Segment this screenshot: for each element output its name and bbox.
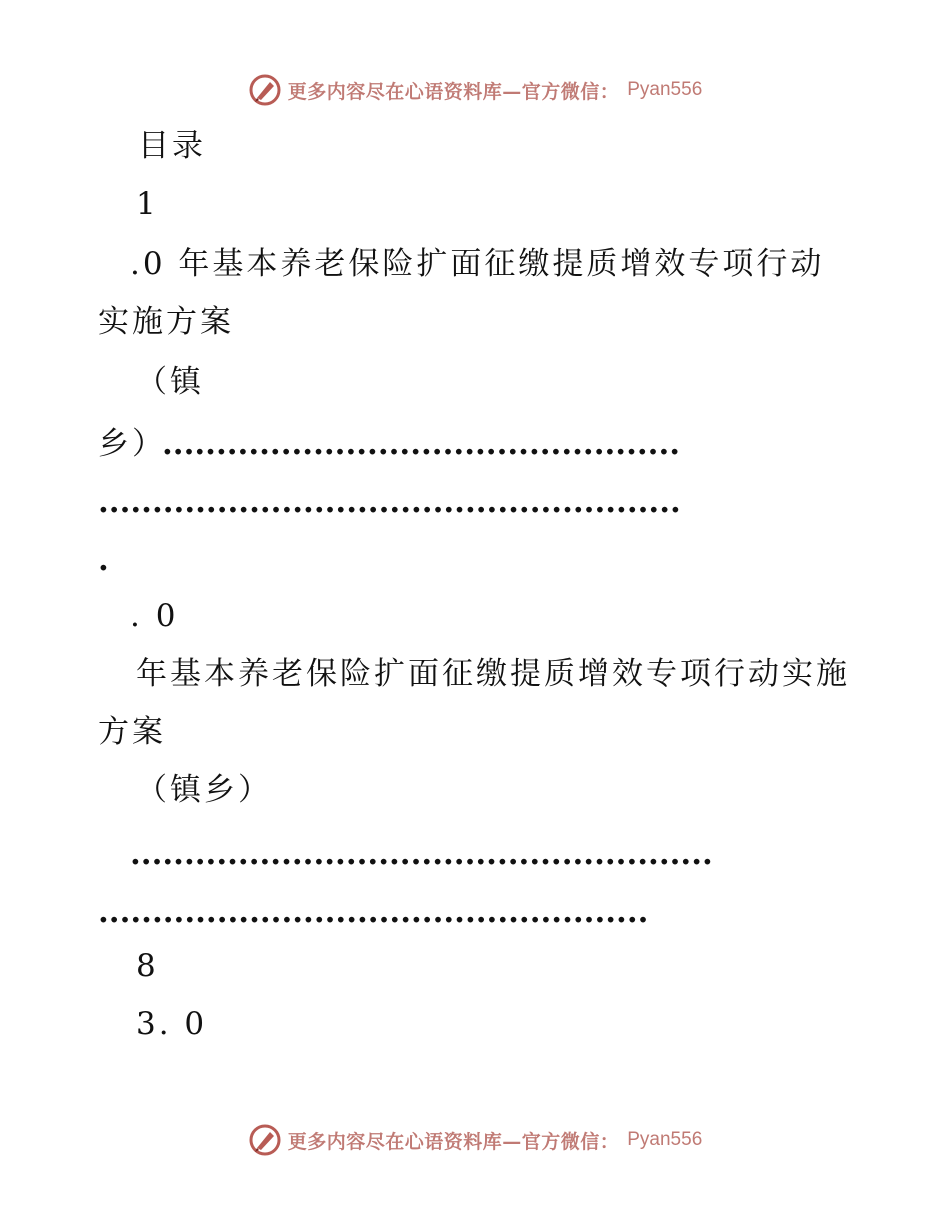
toc-heading: 目录 bbox=[138, 128, 206, 164]
watermark-text: 更多内容尽在心语资料库—官方微信： bbox=[287, 1130, 620, 1153]
watermark-text: 更多内容尽在心语资料库—官方微信： bbox=[287, 80, 620, 103]
toc-line: 年基本养老保险扩面征缴提质增效专项行动实施 bbox=[136, 656, 850, 692]
toc-line: 1 bbox=[136, 186, 159, 222]
toc-line: （镇 bbox=[136, 364, 204, 400]
toc-line: .0 年基本养老保险扩面征缴提质增效专项行动 bbox=[130, 246, 825, 282]
toc-leader-dots: . bbox=[98, 542, 109, 578]
toc-line: （镇乡） bbox=[136, 772, 272, 808]
toc-leader-dots: ...................................................... bbox=[130, 836, 713, 872]
page-number: 8 bbox=[136, 948, 159, 984]
watermark-handle: Pyan556 bbox=[627, 1129, 703, 1150]
pen-logo-icon bbox=[248, 1123, 282, 1157]
pen-logo-icon bbox=[248, 73, 282, 107]
toc-line: 方案 bbox=[98, 714, 166, 750]
toc-line: . 0 bbox=[130, 598, 179, 634]
toc-leader-dots: ...................................................... bbox=[98, 484, 681, 520]
watermark-header bbox=[0, 70, 950, 110]
toc-line: 实施方案 bbox=[98, 304, 234, 340]
toc-line: 乡） bbox=[98, 426, 166, 462]
toc-leader-dots: ................................................... bbox=[98, 894, 649, 930]
watermark-handle: Pyan556 bbox=[627, 79, 703, 100]
watermark-footer bbox=[0, 1120, 950, 1160]
toc-leader-dots: ................................................ bbox=[162, 426, 681, 462]
toc-line: 3. 0 bbox=[136, 1006, 208, 1042]
